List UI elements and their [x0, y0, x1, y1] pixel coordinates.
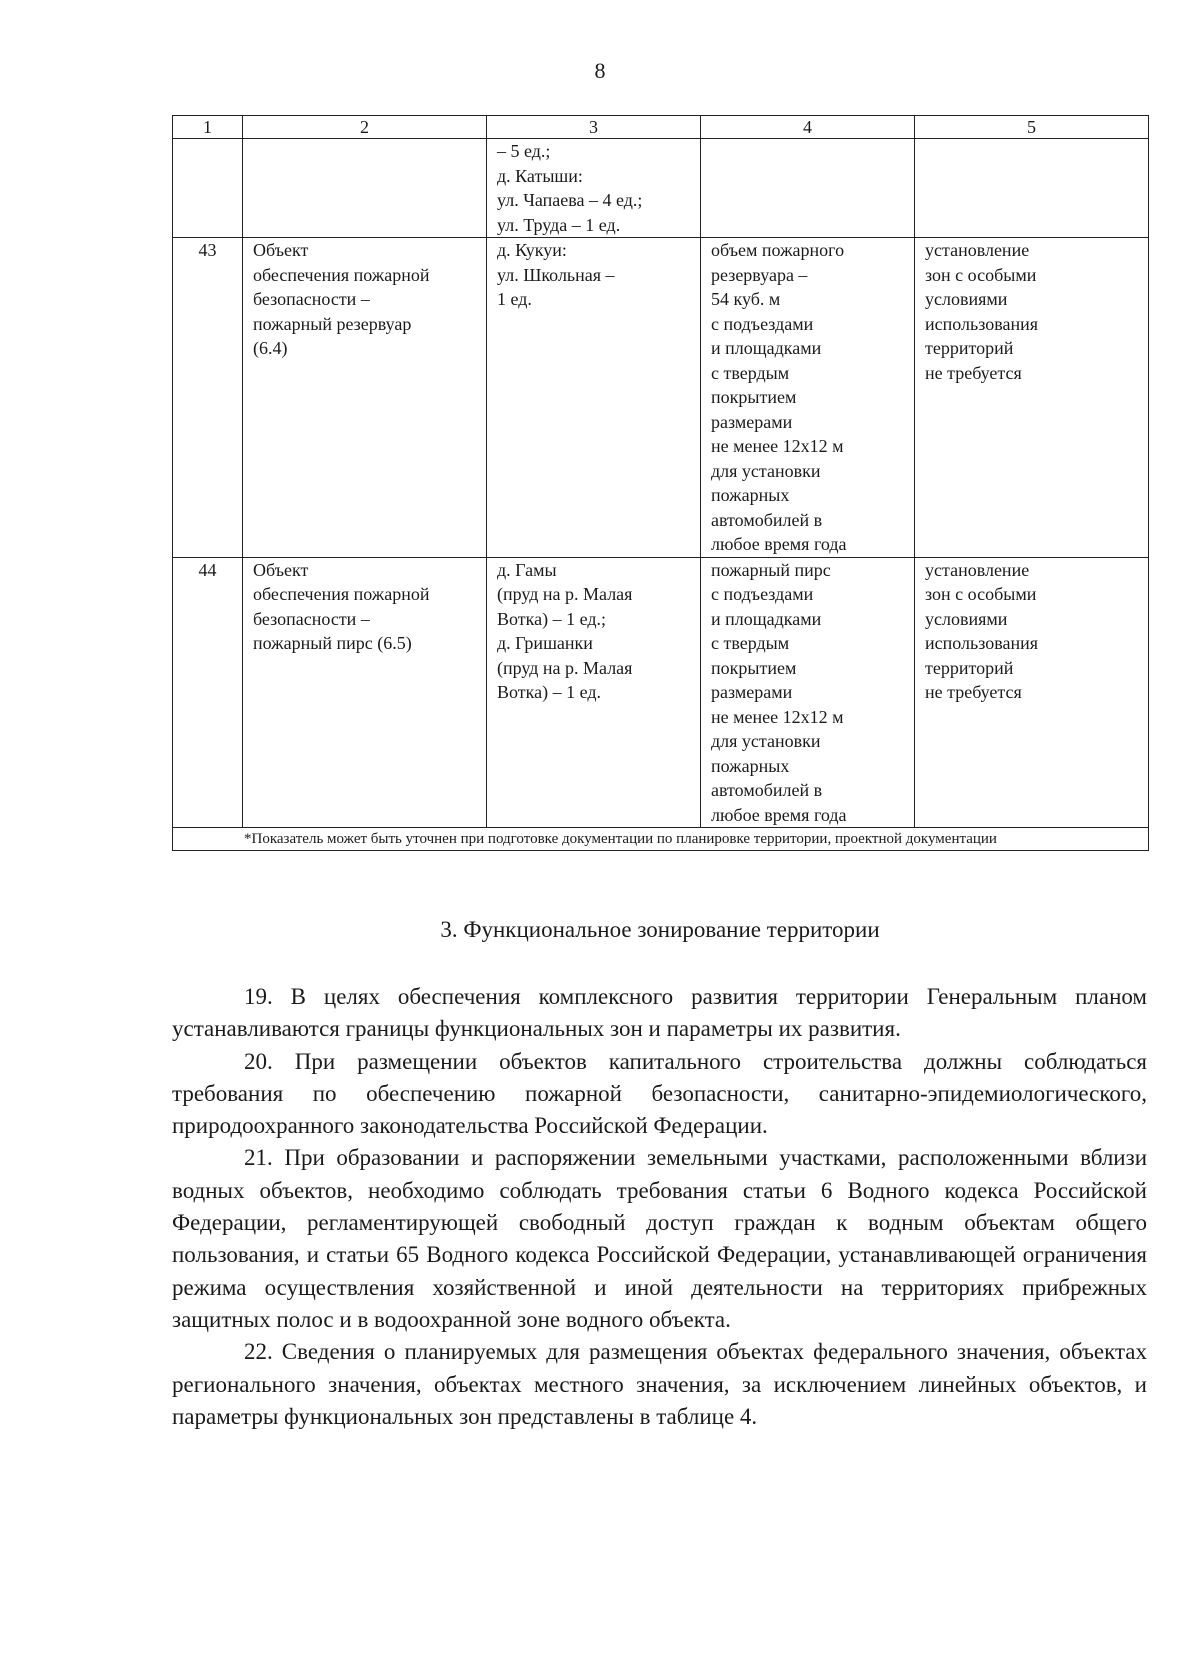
table-row	[173, 238, 1149, 558]
column-header: 2	[243, 116, 487, 139]
cell-zones	[915, 557, 1149, 828]
cell-line: пожарный резервуар	[253, 313, 412, 334]
footnote-cell	[173, 828, 1149, 851]
cell-line: использования	[925, 313, 1039, 334]
cell-line: д. Катыши:	[497, 165, 583, 186]
cell-line: пожарных	[711, 755, 790, 776]
section-title: 3. Функциональное зонирование территории	[440, 917, 880, 942]
cell-line: д. Гамы	[497, 559, 557, 580]
cell-line: ул. Труда – 1 ед.	[497, 214, 621, 235]
cell-line: ул. Школьная –	[497, 264, 615, 285]
cell-line: Вотка) – 1 ед.;	[497, 608, 607, 629]
paragraph: 20. При размещении объектов капитального строительства должны соблюдаться требования по обеспечению пожарной безопасности, санитарно-эпидемиологического, природоохранного законодательства Российской Федерации.	[172, 1048, 1147, 1139]
column-header: 3	[487, 116, 701, 139]
cell-name	[243, 557, 487, 828]
cell-line: для установки	[711, 731, 821, 751]
cell-line: установление	[925, 559, 1030, 580]
cell-params	[701, 557, 915, 828]
cell-line: не требуется	[925, 682, 1022, 702]
cell-line: автомобилей в	[711, 780, 823, 800]
cell-line: для установки	[711, 460, 821, 481]
cell-line: и площадками	[711, 608, 822, 629]
cell-params	[701, 139, 915, 238]
cell-line: Объект	[253, 240, 309, 260]
cell-line: пожарный пирс	[711, 559, 831, 580]
cell-line: д. Гришанки	[497, 633, 593, 653]
cell-line: любое время года	[711, 534, 847, 554]
cell-line: ул. Чапаева – 4 ед.;	[497, 190, 643, 210]
cell-location	[487, 139, 701, 238]
paragraph: 22. Сведения о планируемых для размещения объектах федерального значения, объектах регионального значения, объектах местного значения, за исключением линейных объектов, и параметры функциональных зон представлены в таблице 4.	[172, 1339, 1147, 1429]
objects-table	[172, 115, 1149, 851]
cell-line: Вотка) – 1 ед.	[497, 682, 602, 702]
footnote-row	[173, 828, 1149, 851]
cell-line: условиями	[925, 289, 1008, 309]
paragraph: 19. В целях обеспечения комплексного развития территории Генеральным планом устанавливаются границы функциональных зон и параметры их развития.	[172, 984, 1147, 1042]
row-number-cell: 43	[173, 238, 243, 558]
cell-line: использования	[925, 633, 1039, 653]
cell-line: территорий	[925, 338, 1014, 358]
cell-name	[243, 139, 487, 238]
cell-line: покрытием	[711, 387, 797, 407]
cell-line: 1 ед.	[497, 289, 532, 309]
cell-params	[701, 238, 915, 558]
cell-location	[487, 557, 701, 828]
cell-line: – 5 ед.;	[497, 141, 551, 161]
cell-line: Объект	[253, 559, 309, 580]
page-number: 8	[594, 58, 606, 83]
cell-line: условиями	[925, 608, 1008, 629]
cell-line: размерами	[711, 411, 793, 432]
table-footnote: *Показатель может быть уточнен при подготовке документации по планировке территории, проектной документации	[244, 831, 997, 847]
cell-line: резервуара –	[711, 264, 808, 285]
cell-line: автомобилей в	[711, 509, 823, 530]
cell-line: объем пожарного	[711, 240, 845, 260]
column-header: 1	[173, 116, 243, 139]
cell-name	[243, 238, 487, 558]
row-number-cell	[173, 139, 243, 238]
cell-line: зон с особыми	[925, 584, 1037, 604]
cell-line: обеспечения пожарной	[253, 264, 430, 285]
cell-location	[487, 238, 701, 558]
cell-line: установление	[925, 240, 1030, 260]
cell-line: (6.4)	[253, 338, 288, 358]
cell-line: 54 куб. м	[711, 289, 781, 309]
cell-line: покрытием	[711, 657, 797, 678]
cell-line: обеспечения пожарной	[253, 584, 430, 604]
cell-line: с твердым	[711, 633, 790, 653]
cell-zones	[915, 238, 1149, 558]
cell-line: (пруд на р. Малая	[497, 584, 633, 604]
cell-line: размерами	[711, 682, 793, 702]
column-header: 5	[915, 116, 1149, 139]
cell-line: безопасности –	[253, 289, 370, 309]
cell-line: не требуется	[925, 362, 1022, 383]
cell-line: не менее 12x12 м	[711, 706, 844, 727]
cell-line: пожарных	[711, 485, 790, 505]
row-number-cell: 44	[173, 557, 243, 828]
cell-line: не менее 12x12 м	[711, 436, 844, 456]
cell-zones	[915, 139, 1149, 238]
cell-line: любое время года	[711, 804, 847, 825]
table-header-row	[173, 116, 1149, 139]
cell-line: зон с особыми	[925, 264, 1037, 285]
cell-line: с подъездами	[711, 584, 814, 604]
column-header: 4	[701, 116, 915, 139]
paragraph: 21. При образовании и распоряжении земельными участками, расположенными вблизи водных объектов, необходимо соблюдать требования статьи 6 Водного кодекса Российской Федерации, регламентирующей свободный доступ граждан к водным объектам общего пользования, и статьи 65 Водного кодекса Российской Федерации, устанавливающей ограничения режима осуществления хозяйственной и иной деятельности на территориях прибрежных защитных полос и в водоохранной зоне водного объекта.	[172, 1145, 1147, 1332]
cell-line: с подъездами	[711, 313, 814, 334]
table-row	[173, 139, 1149, 238]
cell-line: и площадками	[711, 338, 822, 358]
body-text	[172, 981, 1147, 1433]
cell-line: безопасности –	[253, 608, 370, 629]
cell-line: территорий	[925, 657, 1014, 678]
cell-line: (пруд на р. Малая	[497, 657, 633, 678]
cell-line: д. Кукуи:	[497, 240, 567, 260]
cell-line: с твердым	[711, 362, 790, 383]
cell-line: пожарный пирс (6.5)	[253, 633, 412, 653]
table-row	[173, 557, 1149, 828]
